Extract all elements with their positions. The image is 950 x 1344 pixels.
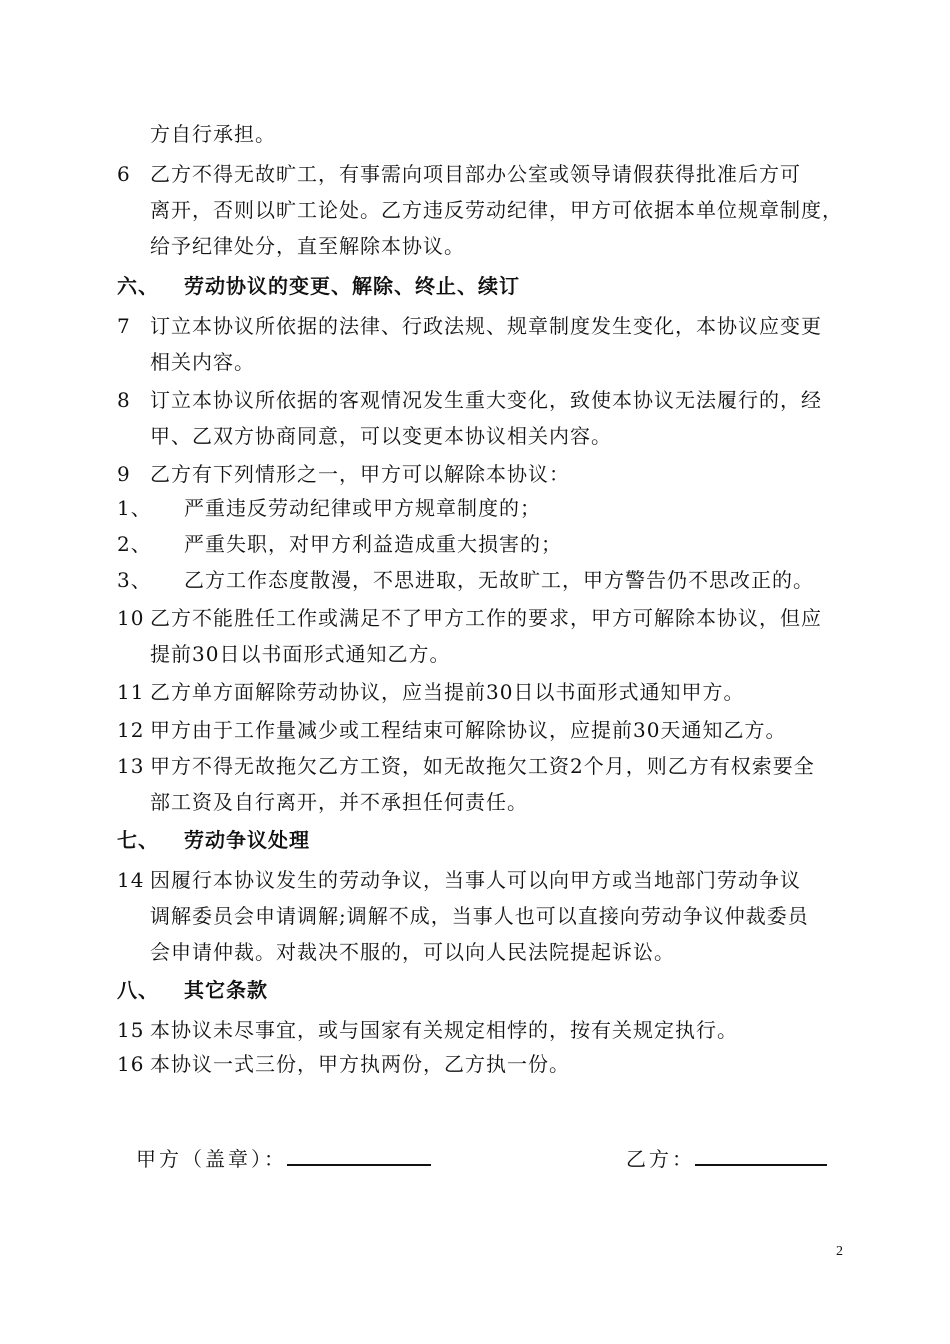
clause-text: 甲、乙双方协商同意，可以变更本协议相关内容。 (150, 424, 612, 448)
clause-number: 12 (117, 718, 145, 742)
clause-number: 10 (117, 606, 145, 630)
clause-text: 乙方不能胜任工作或满足不了甲方工作的要求，甲方可解除本协议，但应 (150, 606, 822, 630)
clause-text: 本协议未尽事宜，或与国家有关规定相悖的，按有关规定执行。 (150, 1018, 738, 1042)
clause-text: 调解委员会申请调解;调解不成，当事人也可以直接向劳动争议仲裁委员 (150, 904, 809, 928)
section-number: 八、 (117, 978, 159, 1002)
party-a-signature (136, 1144, 431, 1173)
section-title: 劳动争议处理 (184, 828, 310, 852)
clause-text: 甲方不得无故拖欠乙方工资，如无故拖欠工资2个月，则乙方有权索要全 (150, 754, 815, 778)
clause-text: 会申请仲裁。对裁决不服的，可以向人民法院提起诉讼。 (150, 940, 675, 964)
clause-text: 离开，否则以旷工论处。乙方违反劳动纪律，甲方可依据本单位规章制度， (150, 198, 843, 222)
clause-text: 乙方单方面解除劳动协议，应当提前30日以书面形式通知甲方。 (150, 680, 745, 704)
clause-text: 订立本协议所依据的法律、行政法规、规章制度发生变化，本协议应变更 (150, 314, 822, 338)
clause-number: 15 (117, 1018, 145, 1042)
clause-number: 8 (117, 388, 131, 412)
clause-number: 6 (117, 162, 131, 186)
clause-number: 11 (117, 680, 145, 704)
clause-number: 14 (117, 868, 145, 892)
clause-text: 乙方不得无故旷工，有事需向项目部办公室或领导请假获得批准后方可 (150, 162, 801, 186)
section-title: 劳动协议的变更、解除、终止、续订 (184, 274, 520, 298)
party-a-signature-line (287, 1144, 431, 1166)
clause-text: 因履行本协议发生的劳动争议，当事人可以向甲方或当地部门劳动争议 (150, 868, 801, 892)
party-b-signature-line (695, 1144, 827, 1166)
clause-number: 16 (117, 1052, 145, 1076)
clause-number: 3、 (117, 568, 152, 592)
party-a-label: 甲方（盖章）： (136, 1147, 287, 1171)
clause-text: 提前30日以书面形式通知乙方。 (150, 642, 451, 666)
clause-number: 13 (117, 754, 145, 778)
clause-text: 甲方由于工作量减少或工程结束可解除协议，应提前30天通知乙方。 (150, 718, 787, 742)
clause-text: 乙方工作态度散漫，不思进取，无故旷工，甲方警告仍不思改正的。 (184, 568, 814, 592)
clause-number: 1、 (117, 496, 152, 520)
clause-text: 给予纪律处分，直至解除本协议。 (150, 234, 465, 258)
clause-text: 乙方有下列情形之一，甲方可以解除本协议： (150, 462, 570, 486)
section-number: 六、 (117, 274, 159, 298)
clause-text: 严重失职，对甲方利益造成重大损害的； (184, 532, 562, 556)
clause-text: 订立本协议所依据的客观情况发生重大变化，致使本协议无法履行的，经 (150, 388, 822, 412)
clause-text: 相关内容。 (150, 350, 255, 374)
clause-text: 本协议一式三份，甲方执两份，乙方执一份。 (150, 1052, 570, 1076)
clause-number: 9 (117, 462, 131, 486)
page-number: 2 (836, 1244, 843, 1259)
section-title: 其它条款 (184, 978, 268, 1002)
party-b-signature (626, 1144, 827, 1173)
clause-text: 部工资及自行离开，并不承担任何责任。 (150, 790, 528, 814)
party-b-label: 乙方： (626, 1147, 695, 1171)
clause-text: 严重违反劳动纪律或甲方规章制度的； (184, 496, 541, 520)
clause-number: 7 (117, 314, 131, 338)
clause-number: 2、 (117, 532, 152, 556)
clause-text: 方自行承担。 (150, 122, 276, 146)
section-number: 七、 (117, 828, 159, 852)
